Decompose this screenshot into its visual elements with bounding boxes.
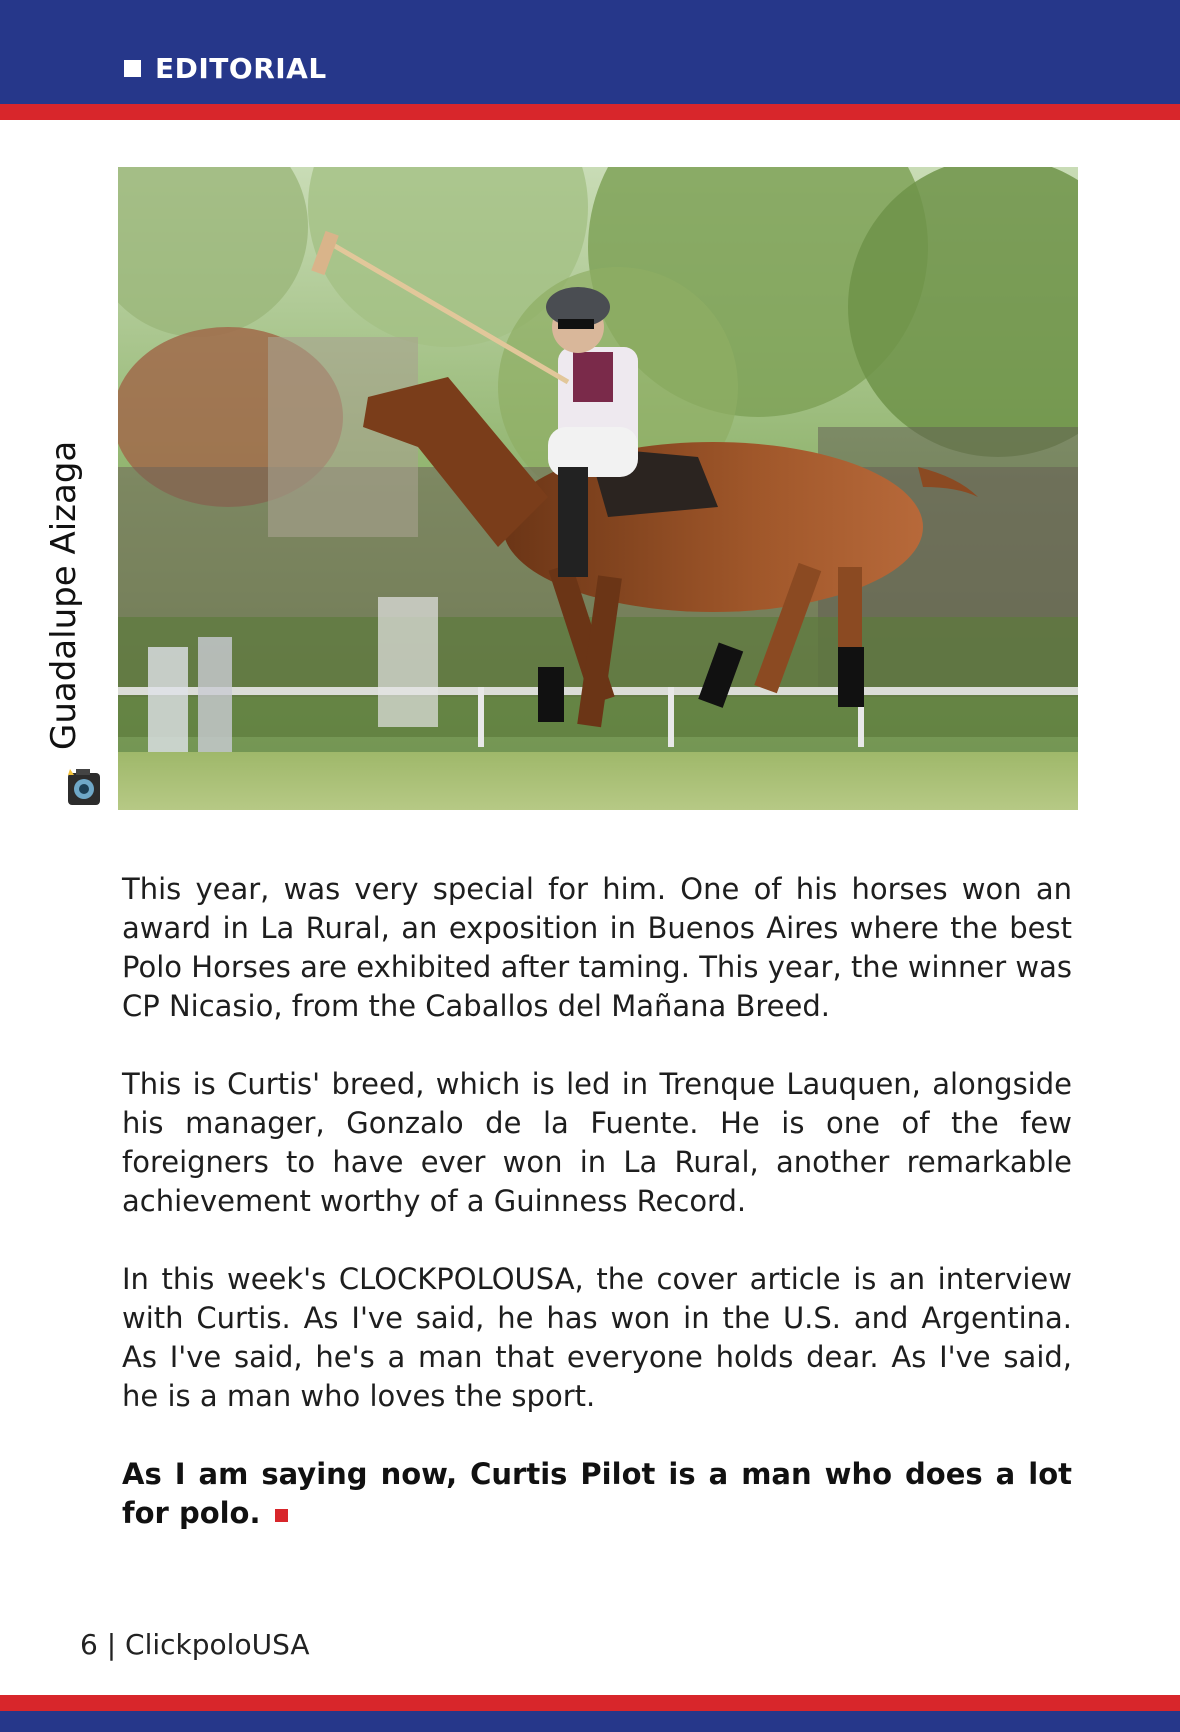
section-label: EDITORIAL xyxy=(155,52,327,85)
closing-text: As I am saying now, Curtis Pilot is a man who does a lot for polo. xyxy=(122,1457,1072,1530)
section-header xyxy=(124,52,327,85)
article-body xyxy=(122,870,1072,1572)
polo-photo xyxy=(118,167,1078,810)
header-stripe xyxy=(0,104,1180,120)
article-paragraph: This year, was very special for him. One of his horses won an award in La Rural, an exposition in Buenos Aires where the best Polo Horses are exhibited after taming. This year, the winner was CP Nicasio, from the Caballos del Mañana Breed. xyxy=(122,872,1072,1023)
article-paragraph: This is Curtis' breed, which is led in Trenque Lauquen, alongside his manager, Gonzalo de la Fuente. He is one of the few foreigners to have ever won in La Rural, another remarkable achievement worthy of a Guinness Record. xyxy=(122,1067,1072,1218)
page-footer-label: 6 | ClickpoloUSA xyxy=(80,1628,310,1661)
closing-statement xyxy=(122,1455,1072,1533)
end-mark-icon xyxy=(275,1509,288,1522)
footer-stripe xyxy=(0,1695,1180,1711)
article-paragraph: In this week's CLOCKPOLOUSA, the cover article is an interview with Curtis. As I've said, he has won in the U.S. and Argentina. As I've said, he's a man that everyone holds dear. As I've said, he is a man who loves the sport. xyxy=(122,1262,1072,1413)
footer-bar xyxy=(0,1711,1180,1732)
square-bullet-icon xyxy=(124,60,141,77)
photo-credit xyxy=(44,440,106,810)
camera-icon xyxy=(66,767,102,807)
photo-credit-name: Guadalupe Aizaga xyxy=(44,440,84,750)
